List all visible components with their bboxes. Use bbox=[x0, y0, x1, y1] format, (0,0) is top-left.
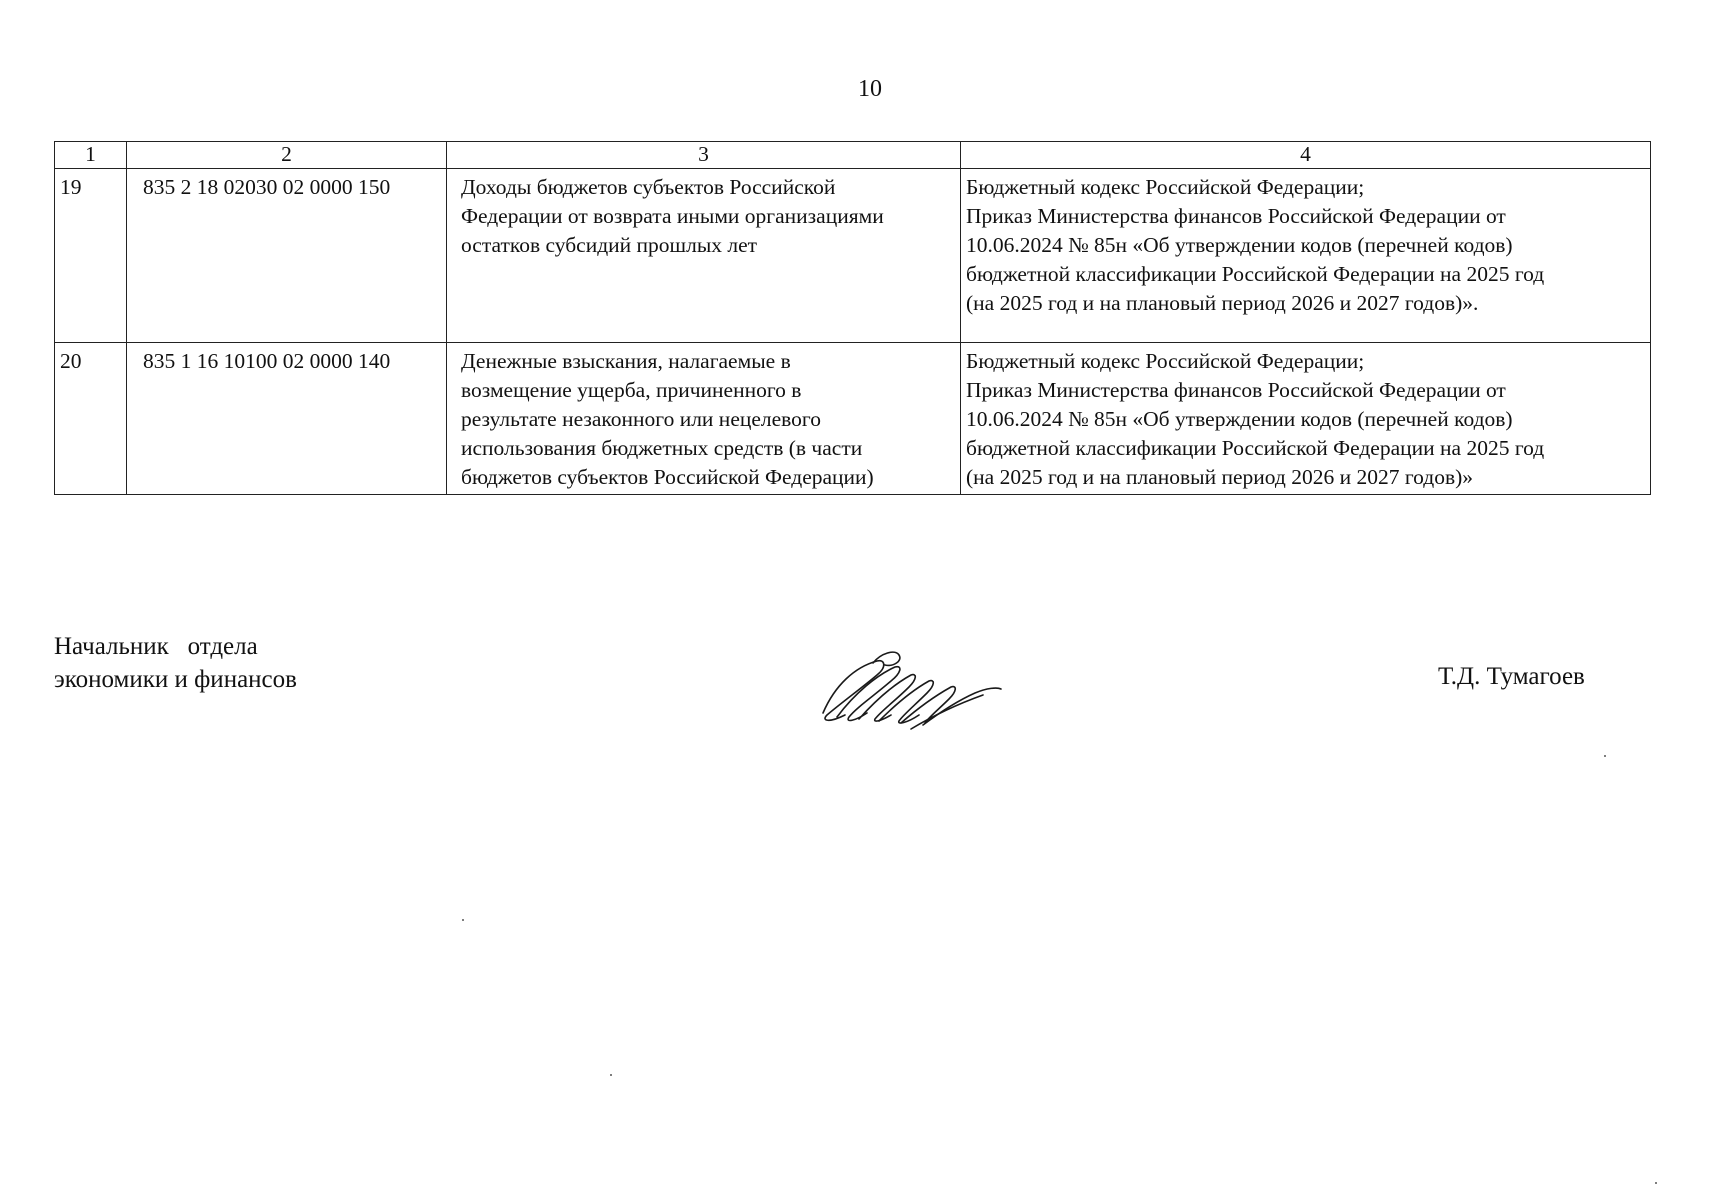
basis-line: Бюджетный кодекс Российской Федерации; bbox=[966, 175, 1365, 199]
basis-line: 10.06.2024 № 85н «Об утверждении кодов (перечней кодов) bbox=[966, 233, 1513, 257]
income-description-cell bbox=[447, 169, 961, 343]
legal-basis-cell bbox=[961, 343, 1651, 495]
basis-line: 10.06.2024 № 85н «Об утверждении кодов (перечней кодов) bbox=[966, 407, 1513, 431]
basis-line: бюджетной классификации Российской Федерации на 2025 год bbox=[966, 262, 1545, 286]
description-line: Федерации от возврата иными организациями bbox=[461, 204, 884, 228]
table-row bbox=[55, 343, 1651, 495]
basis-line: Приказ Министерства финансов Российской Федерации от bbox=[966, 204, 1506, 228]
income-description-cell bbox=[447, 343, 961, 495]
scan-speck bbox=[462, 919, 464, 921]
description-line: возмещение ущерба, причиненного в bbox=[461, 378, 802, 402]
budget-code-cell: 835 1 16 10100 02 0000 140 bbox=[127, 343, 447, 495]
basis-line: (на 2025 год и на плановый период 2026 и 2027 годов)». bbox=[966, 291, 1479, 315]
basis-line: бюджетной классификации Российской Федерации на 2025 год bbox=[966, 436, 1545, 460]
legal-basis-cell bbox=[961, 169, 1651, 343]
description-line: результате незаконного или нецелевого bbox=[461, 407, 821, 431]
column-header: 4 bbox=[961, 142, 1651, 169]
column-header: 2 bbox=[127, 142, 447, 169]
scan-speck bbox=[610, 1074, 612, 1076]
column-header: 3 bbox=[447, 142, 961, 169]
scan-speck bbox=[1604, 755, 1606, 757]
budget-code-cell: 835 2 18 02030 02 0000 150 bbox=[127, 169, 447, 343]
description-line: Доходы бюджетов субъектов Российской bbox=[461, 175, 836, 199]
signatory-name: Т.Д. Тумагоев bbox=[1438, 663, 1585, 690]
position-line: экономики и финансов bbox=[54, 666, 297, 693]
row-number-cell: 20 bbox=[55, 343, 127, 495]
handwritten-signature bbox=[815, 645, 1005, 735]
position-line: Начальник отдела bbox=[54, 633, 258, 660]
table-header-row bbox=[55, 142, 1651, 169]
signatory-position bbox=[54, 630, 297, 696]
page-number: 10 bbox=[858, 76, 882, 102]
basis-line: Приказ Министерства финансов Российской Федерации от bbox=[966, 378, 1506, 402]
description-line: Денежные взыскания, налагаемые в bbox=[461, 349, 791, 373]
basis-line: (на 2025 год и на плановый период 2026 и 2027 годов)» bbox=[966, 465, 1474, 489]
row-number-cell: 19 bbox=[55, 169, 127, 343]
scan-speck bbox=[1655, 1182, 1657, 1184]
budget-codes-table bbox=[54, 141, 1651, 495]
description-line: бюджетов субъектов Российской Федерации) bbox=[461, 465, 874, 489]
description-line: использования бюджетных средств (в части bbox=[461, 436, 863, 460]
table-row bbox=[55, 169, 1651, 343]
description-line: остатков субсидий прошлых лет bbox=[461, 233, 758, 257]
column-header: 1 bbox=[55, 142, 127, 169]
basis-line: Бюджетный кодекс Российской Федерации; bbox=[966, 349, 1365, 373]
